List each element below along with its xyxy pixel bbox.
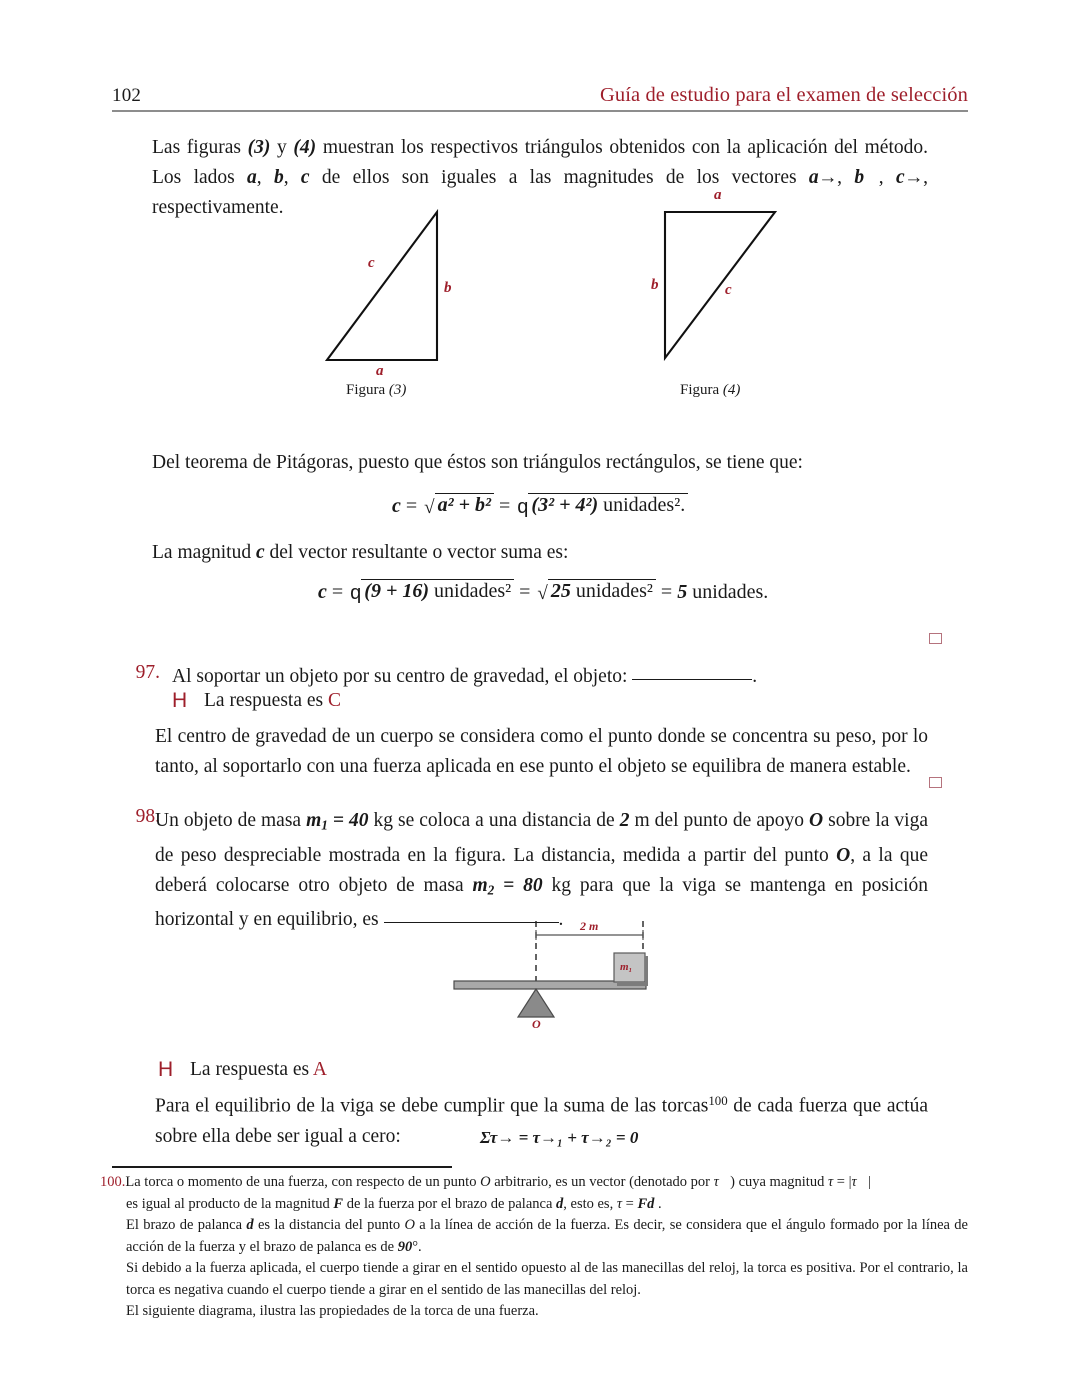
footnote-line-4: Si debido a la fuerza aplicada, el cuerpo tiende a girar en el sentido opuesto al de las manecillas del reloj, la torca es positiva. Por el contrario, la torca es negativa cuando el cuerpo tiende a girar en el sentido de las manecillas del reloj. <box>126 1260 968 1298</box>
figure-3-caption <box>346 382 406 399</box>
q98-m1-subscript: 1 <box>321 817 328 833</box>
question-97-prompt-text: Al soportar un objeto por su centro de gravedad, el objeto: <box>172 666 633 687</box>
lever-dimension-label: 2 m <box>580 919 599 933</box>
q98-m1-value: 40 <box>349 810 369 831</box>
sep-2: , <box>283 167 301 188</box>
eq2-equals-3: = <box>660 581 673 603</box>
q98-text-5: , a la que deberá colocarse otro objeto de masa <box>155 844 929 896</box>
q98-footnote-ref: 100 <box>708 1094 728 1108</box>
magnitude-lead <box>152 538 928 568</box>
side-b: b <box>273 167 284 188</box>
question-97-answer-letter: C <box>328 690 342 711</box>
q98-m2-equals: = <box>494 874 524 896</box>
q98-m2-value: 80 <box>523 874 543 896</box>
footnote-line-3 <box>100 1215 968 1258</box>
fn-line3-O: O <box>404 1217 415 1233</box>
magnitude-lead-b: del vector resultante o vector suma es: <box>264 542 569 563</box>
q98-period: . <box>558 909 564 931</box>
fn-line2-F: F <box>333 1195 344 1212</box>
radicand-4 <box>548 579 656 603</box>
eq2-result-unit: unidades. <box>687 581 769 603</box>
question-98-answer <box>190 1059 327 1081</box>
radicand-3 <box>361 579 514 603</box>
radicand-2 <box>528 493 688 517</box>
vector-a: a→ <box>808 167 838 188</box>
question-98-number: 98. <box>135 806 160 827</box>
figure-4-label-b: b <box>651 277 659 293</box>
figure-3-triangle <box>300 200 530 375</box>
fn-line2-eq: = <box>622 1195 638 1212</box>
question-97-period: . <box>752 666 758 687</box>
figure-4-triangle <box>630 186 860 376</box>
fn-line2-Fd: Fd <box>637 1195 655 1212</box>
q98-distance-value: 2 <box>619 810 630 831</box>
eq2-equals-2: = <box>519 581 531 603</box>
figure-ref-4: (4) <box>293 137 317 158</box>
question-98-answer-letter: A <box>312 1059 328 1080</box>
fn-line1-e: | <box>867 1174 871 1190</box>
equation-pythagoras <box>392 494 688 519</box>
intro-text-c: muestran los respectivos triángulos obtenidos con la aplicación del método. Los lados <box>152 137 928 188</box>
page-number: 102 <box>112 85 142 106</box>
fn-line3-angle: 90 <box>397 1238 413 1255</box>
intro-text-e: , respectivamente. <box>152 167 928 218</box>
figure-4-caption-number: (4) <box>722 382 741 398</box>
fn-line3-b: es la distancia del punto <box>253 1217 405 1233</box>
fn-line1-a: La torca o momento de una fuerza, con respecto de un punto <box>125 1174 481 1190</box>
pythagoras-lead: Del teorema de Pitágoras, puesto que éstos son triángulos rectángulos, se tiene que: <box>152 452 803 473</box>
pointing-hand-icon-2: H <box>158 1058 174 1081</box>
sep-3: , <box>837 167 855 188</box>
footnote-number: 100. <box>100 1174 126 1190</box>
q98-text-6: kg para que la viga se mantenga en posición horizontal y en equilibrio, es <box>155 874 928 931</box>
figure-3-label-a: a <box>376 363 384 379</box>
magnitude-lead-c: c <box>255 542 265 563</box>
lever-pivot-label: O <box>532 1017 541 1031</box>
fn-line1-O: O <box>480 1174 491 1190</box>
figure-ref-3: (3) <box>247 137 271 158</box>
q98-text-4: sobre la viga de peso despreciable mostrada en la figura. La distancia, medida a partir del punto <box>155 810 928 866</box>
question-97-answer-blank[interactable] <box>632 679 752 680</box>
q98-explanation-a: Para el equilibrio de la viga se debe cumplir que la suma de las torcas <box>155 1095 709 1117</box>
q98-pivot-symbol-2: O <box>836 844 851 866</box>
figure-4-caption <box>680 382 740 399</box>
q98-explanation-b: de cada fuerza que actúa sobre ella debe ser igual a cero: <box>155 1095 928 1147</box>
figure-3 <box>300 200 530 400</box>
eq2-lhs: c <box>318 581 327 603</box>
q98-m1-equals: = <box>327 810 350 831</box>
fn-line3-d: d <box>246 1217 254 1233</box>
torque-equation: Στ→ = τ→₁ + τ→₂ = 0 <box>480 1128 639 1147</box>
q98-m2-symbol: m <box>472 874 488 896</box>
magnitude-lead-a: La magnitud <box>152 542 256 563</box>
eq1-equals-1: = <box>405 495 418 517</box>
radical-sign-4: √ <box>537 583 548 604</box>
eq2-equals-1: = <box>331 581 344 603</box>
fn-line1-d: = | <box>833 1174 852 1190</box>
eq2-result: 5 <box>677 581 688 603</box>
footnote-line-1 <box>100 1172 968 1194</box>
question-97-prompt <box>172 662 928 692</box>
radicand-4-math: 25 <box>550 580 571 602</box>
side-c: c <box>300 167 310 188</box>
footnote-divider <box>112 1166 452 1168</box>
fn-line1-c: ) cuya magnitud <box>730 1174 828 1190</box>
footnote-block <box>100 1172 968 1323</box>
header-title: Guía de estudio para el examen de selección <box>599 84 968 106</box>
side-a: a <box>247 167 257 188</box>
question-98-answer-lead: La respuesta es <box>190 1059 313 1080</box>
question-97-explanation: El centro de gravedad de un cuerpo se considera como el punto donde se concentra su peso, por lo tanto, al soportarlo con una fuerza aplicada en ese punto el objeto se equilibra de manera estable. <box>155 726 928 777</box>
fn-line1-b: arbitrario, es un vector (denotado por <box>490 1174 714 1190</box>
lever-diagram-svg <box>440 905 700 1035</box>
question-97-answer <box>204 690 341 712</box>
figure-4 <box>630 186 860 401</box>
running-header <box>112 84 968 107</box>
sep-1: , <box>256 167 274 188</box>
pointing-hand-icon-1: H <box>172 689 188 712</box>
fn-line3-c: a la línea de acción de la fuerza. Es decir, se considera que el ángulo formado por la línea de acción de la fuerza y el brazo de palanca es de <box>126 1217 968 1255</box>
fn-line3-end: . <box>418 1238 422 1255</box>
fn-line2-end: . <box>654 1195 662 1212</box>
radicand-2-units: unidades². <box>598 494 686 516</box>
radical-sign-2: q <box>517 496 529 518</box>
figure-4-label-a: a <box>714 187 722 203</box>
vector-b: b⃗ <box>854 167 879 188</box>
lever-mass-label: m₁ <box>620 961 633 973</box>
lever-diagram <box>440 905 700 1035</box>
figure-4-label-c: c <box>725 282 732 298</box>
eq2-radical-1 <box>348 580 514 605</box>
q98-text-3: m del punto de apoyo <box>629 810 809 831</box>
q98-text-1: Un objeto de masa <box>155 810 307 831</box>
footnote-line-5: El siguiente diagrama, ilustra las propiedades de la torca de una fuerza. <box>126 1303 539 1319</box>
radical-sign-1: √ <box>424 497 435 518</box>
q98-text-2: kg se coloca a una distancia de <box>368 810 620 831</box>
radicand-3-units: unidades² <box>429 580 512 602</box>
equation-magnitude <box>318 580 768 605</box>
end-of-answer-mark-2 <box>929 777 942 788</box>
fn-line2-b: de la fuerza por el brazo de palanca <box>343 1195 557 1212</box>
sep-4: , <box>878 167 896 188</box>
figure-3-caption-prefix: Figura <box>346 382 389 398</box>
fn-line2-a: es igual al producto de la magnitud <box>126 1195 334 1212</box>
figure-3-label-b: b <box>444 280 452 296</box>
fn-line1-tau: τ⃗ <box>713 1174 731 1190</box>
intro-text-b: y <box>270 137 294 158</box>
end-of-answer-mark-1 <box>929 633 942 644</box>
eq1-equals-2: = <box>499 495 511 517</box>
figure-4-caption-prefix: Figura <box>680 382 723 398</box>
figure-3-label-c: c <box>368 255 375 271</box>
radicand-4-units: unidades² <box>570 580 653 602</box>
eq1-lhs: c <box>392 495 401 517</box>
fn-line3-a: El brazo de palanca <box>126 1217 247 1233</box>
fn-line2-c: , esto es, <box>563 1195 617 1212</box>
question-97-number: 97. <box>135 662 160 683</box>
q98-pivot-symbol: O <box>809 810 824 831</box>
radicand-1: a² + b² <box>435 493 494 517</box>
eq1-radical-2 <box>515 494 688 519</box>
radicand-2-math: (3² + 4²) <box>531 494 599 516</box>
intro-text-a: Las figuras <box>152 137 248 158</box>
q98-m1-symbol: m <box>306 810 322 831</box>
fn-line2-d: d <box>556 1195 564 1212</box>
fn-line1-tau2: τ <box>827 1174 834 1190</box>
vector-c: c→ <box>895 167 924 188</box>
question-97-answer-lead: La respuesta es <box>204 690 328 711</box>
radicand-3-math: (9 + 16) <box>364 580 430 602</box>
eq1-radical-1 <box>422 494 494 519</box>
fn-line3-degree: ° <box>412 1238 419 1255</box>
radical-sign-3: q <box>350 582 362 604</box>
footnote-line-2 <box>100 1194 968 1216</box>
fn-line2-tau: τ <box>616 1195 623 1212</box>
eq2-radical-2 <box>535 580 656 605</box>
q98-m2-subscript: 2 <box>487 882 495 898</box>
fn-line1-tau3: τ⃗ <box>851 1174 868 1190</box>
figure-3-caption-number: (3) <box>388 382 407 398</box>
header-divider <box>112 110 968 112</box>
intro-text-d: de ellos son iguales a las magnitudes de los vectores <box>309 167 809 188</box>
